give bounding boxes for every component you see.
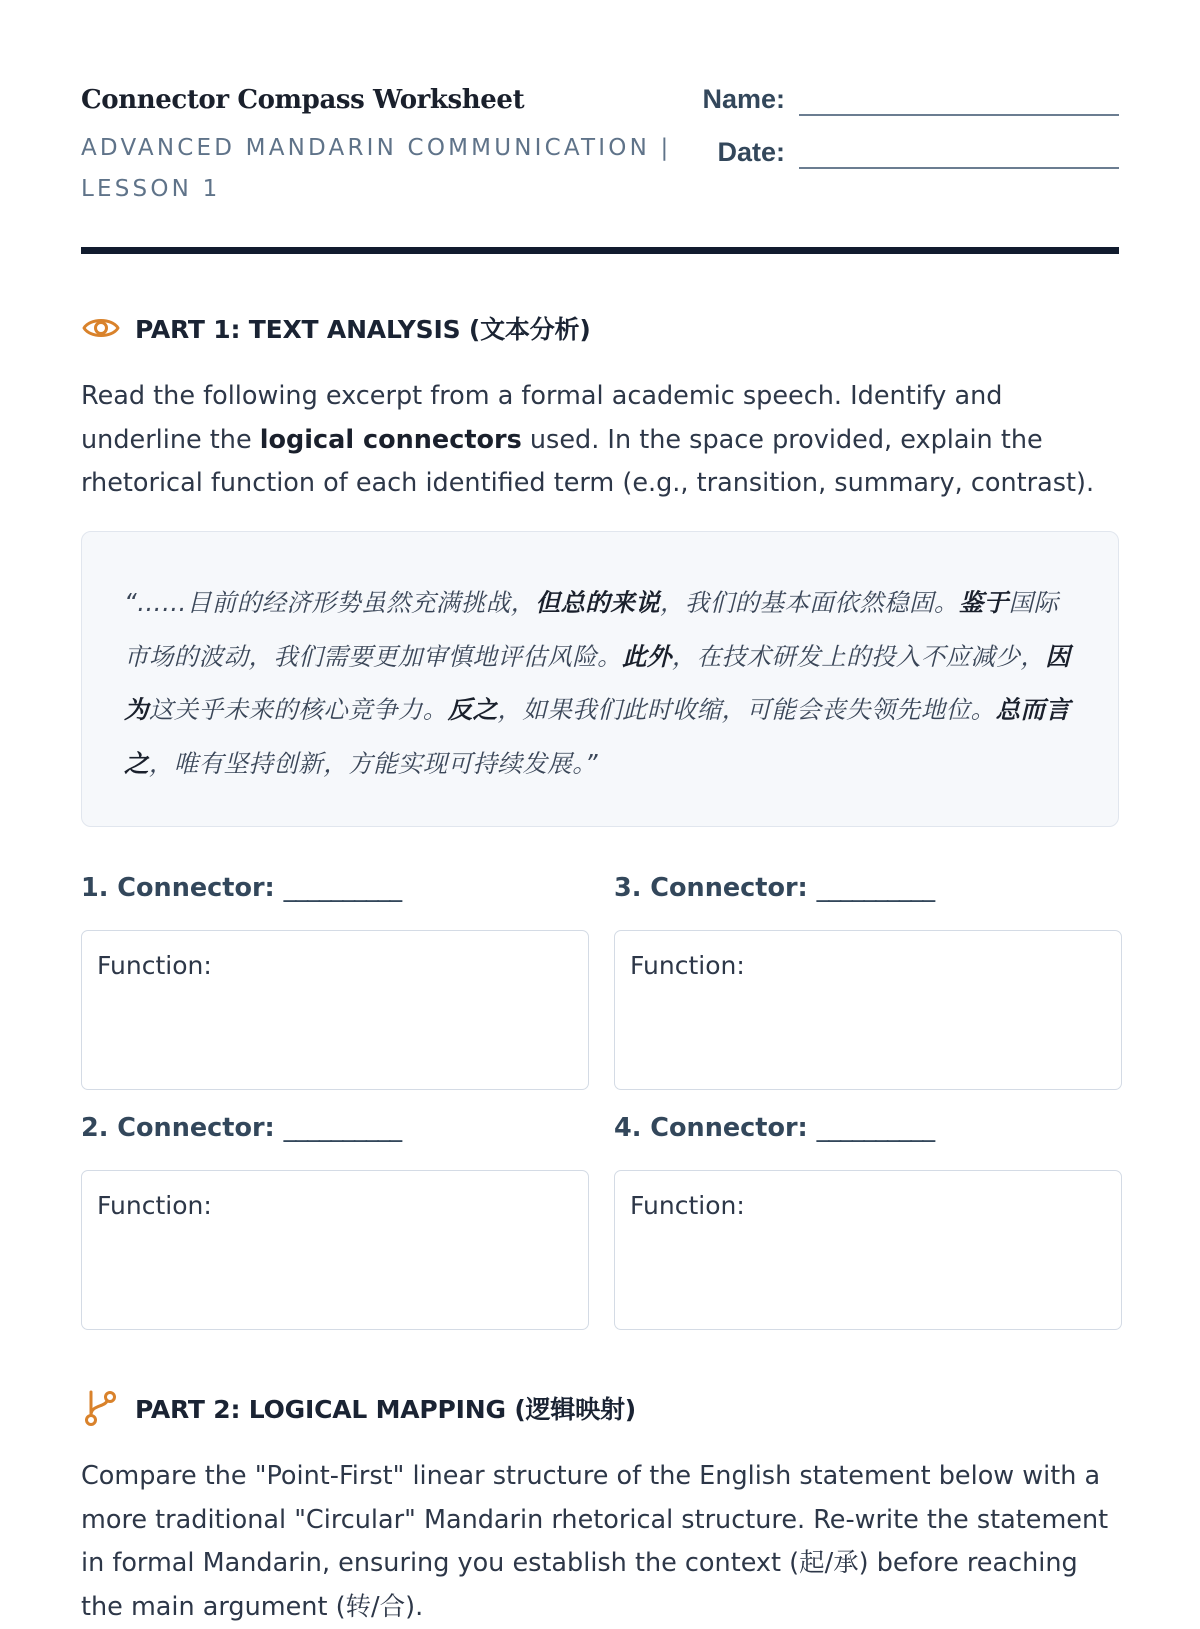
excerpt-segment: 国际市场的波动，我们需要更加审慎地评估风险。 <box>124 588 1059 671</box>
excerpt-connector: 此外 <box>622 641 672 671</box>
name-write-line[interactable] <box>799 86 1119 116</box>
connector-item <box>614 868 1122 1090</box>
connector-number-label: 1. Connector: <box>81 873 275 903</box>
name-field-row <box>695 82 1119 116</box>
function-answer-box[interactable] <box>614 930 1122 1090</box>
connector-label <box>614 1108 1122 1148</box>
worksheet-header <box>81 80 1119 254</box>
excerpt-segment: ，如果我们此时收缩，可能会丧失领先地位。 <box>497 695 996 724</box>
connector-item <box>614 1108 1122 1330</box>
excerpt-segment: 这关乎未来的核心竞争力。 <box>148 695 448 724</box>
excerpt-text <box>124 576 1076 790</box>
connector-number-label: 2. Connector: <box>81 1113 275 1143</box>
date-write-line[interactable] <box>799 139 1119 169</box>
connector-blank[interactable]: __________ <box>816 1113 935 1143</box>
excerpt-segment: ，唯有坚持创新，方能实现可持续发展。” <box>148 748 598 778</box>
worksheet-subtitle: ADVANCED MANDARIN COMMUNICATION | LESSON 1 <box>81 135 672 202</box>
header-divider <box>81 247 1119 254</box>
connector-number-label: 3. Connector: <box>614 873 808 903</box>
excerpt-segment: “……目前的经济形势虽然充满挑战， <box>124 588 536 617</box>
excerpt-connector: 鉴于 <box>958 588 1009 617</box>
part2-heading-text: PART 2: LOGICAL MAPPING (逻辑映射) <box>135 1395 636 1424</box>
branch-icon <box>81 1388 121 1428</box>
connector-label <box>614 868 1122 908</box>
excerpt-connector: 因为 <box>124 641 1071 724</box>
connector-blank[interactable]: __________ <box>816 873 935 903</box>
part1-heading-text: PART 1: TEXT ANALYSIS (文本分析) <box>135 315 591 344</box>
connector-blank[interactable]: __________ <box>283 1113 402 1143</box>
part1-heading <box>81 308 591 348</box>
connector-item <box>81 1108 589 1330</box>
excerpt-connector: 总而言之 <box>124 695 1071 778</box>
function-answer-box[interactable] <box>614 1170 1122 1330</box>
connector-label <box>81 868 589 908</box>
part2-heading <box>81 1388 636 1428</box>
function-label: Function: <box>630 951 745 980</box>
eye-icon <box>81 308 121 348</box>
connector-blank[interactable]: __________ <box>283 873 402 903</box>
worksheet-title: Connector Compass Worksheet <box>81 85 525 115</box>
part1-instructions-start: Read the following excerpt from a formal academic speech. Identify and underline the <box>81 381 1003 455</box>
connector-label <box>81 1108 589 1148</box>
part2-instructions: Compare the "Point-First" linear structure of the English statement below with a more traditional "Circular" Mandarin rhetorical structure. Re-write the statement in formal Mandarin, ensuring you establish the context (起/承) before reaching the main argument (转/合). <box>81 1461 1109 1622</box>
excerpt-connector: 但总的来说 <box>535 588 660 617</box>
excerpt-segment: ，我们的基本面依然稳固。 <box>660 588 959 617</box>
date-field-row <box>695 135 1119 169</box>
part1-instructions <box>81 375 1119 506</box>
excerpt-box <box>81 531 1119 827</box>
function-label: Function: <box>630 1191 745 1220</box>
part1-instructions-bold: logical connectors <box>259 424 522 455</box>
function-label: Function: <box>97 1191 212 1220</box>
function-answer-box[interactable] <box>81 1170 589 1330</box>
connector-number-label: 4. Connector: <box>614 1113 808 1143</box>
name-label: Name: <box>702 84 785 114</box>
function-answer-box[interactable] <box>81 930 589 1090</box>
date-label: Date: <box>717 137 785 167</box>
connector-item <box>81 868 589 1090</box>
excerpt-segment: ，在技术研发上的投入不应减少， <box>671 641 1046 671</box>
excerpt-connector: 反之 <box>447 695 498 724</box>
part1-instructions-end: used. In the space provided, explain the rhetorical function of each identified term (e.g., transition, summary, contrast). <box>81 424 1095 498</box>
function-label: Function: <box>97 951 212 980</box>
